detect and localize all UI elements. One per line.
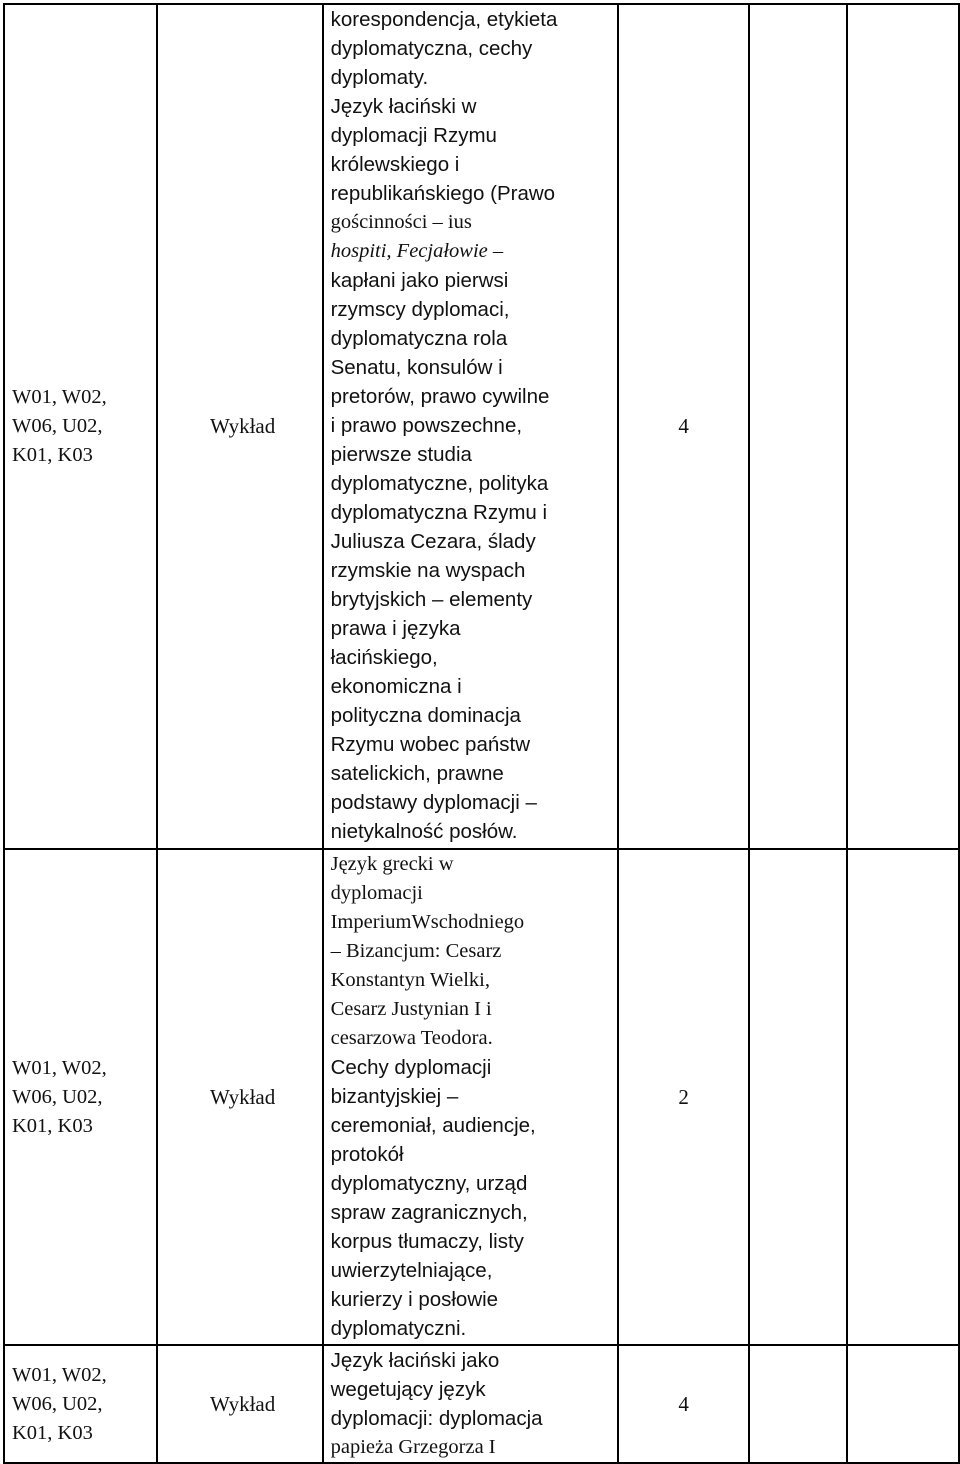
empty-cell	[847, 849, 959, 1345]
outcome-codes-line: W06, U02,	[12, 1392, 103, 1415]
content-line: dyplomaty.	[330, 66, 429, 89]
topic-content-cell	[323, 849, 619, 1345]
content-line: ekonomiczna i	[330, 675, 462, 698]
table-row	[4, 849, 959, 1345]
content-line: dyplomatyczne, polityka	[330, 472, 549, 495]
content-line: dyplomatyczna Rzymu i	[330, 501, 548, 524]
content-line: uwierzytelniające,	[330, 1259, 493, 1282]
hours-value: 2	[678, 1084, 689, 1109]
content-line: dyplomacji Rzymu	[330, 124, 497, 147]
content-line: cesarzowa Teodora.	[330, 1027, 493, 1049]
content-line: dyplomacji: dyplomacja	[330, 1407, 543, 1430]
content-line: ceremoniał, audiencje,	[330, 1114, 536, 1137]
content-line: bizantyjskiej –	[330, 1085, 459, 1108]
content-line: kurierzy i posłowie	[330, 1288, 499, 1311]
content-line: dyplomatyczna rola	[330, 327, 508, 350]
class-form-label: Wykład	[210, 1084, 276, 1109]
content-line: łacińskiego,	[330, 646, 438, 669]
content-line: Rzymu wobec państw	[330, 733, 530, 756]
syllabus-table	[3, 3, 960, 1464]
class-form-label: Wykład	[210, 1391, 276, 1416]
content-line: rzymskie na wyspach	[330, 559, 526, 582]
content-line: dyplomatyczna, cechy	[330, 37, 533, 60]
empty-cell	[749, 1345, 847, 1463]
hours-value: 4	[678, 414, 689, 438]
content-line: pretorów, prawo cywilne	[330, 385, 550, 408]
content-line: Senatu, konsulów i	[330, 356, 503, 379]
content-line: Konstantyn Wielki,	[330, 969, 490, 991]
class-form-cell	[157, 4, 323, 849]
empty-cell	[847, 1345, 959, 1463]
hours-value: 4	[678, 1391, 689, 1416]
content-line: korespondencja, etykieta	[330, 8, 558, 31]
content-line: brytyjskich – elementy	[330, 588, 533, 611]
empty-cell	[749, 849, 847, 1345]
content-line: polityczna dominacja	[330, 704, 521, 727]
content-line: wegetujący język	[330, 1378, 486, 1401]
topic-content-cell	[323, 1345, 619, 1463]
content-line: podstawy dyplomacji –	[330, 791, 537, 814]
hours-cell	[618, 849, 749, 1345]
topic-content-cell	[323, 4, 619, 849]
class-form-cell	[157, 849, 323, 1345]
learning-outcomes-cell	[4, 4, 157, 849]
content-line: satelickich, prawne	[330, 762, 504, 785]
content-line: Język łaciński w	[330, 95, 477, 118]
content-line: korpus tłumaczy, listy	[330, 1230, 524, 1253]
content-line: spraw zagranicznych,	[330, 1201, 528, 1224]
content-line: – Bizancjum: Cesarz	[330, 940, 502, 962]
outcome-codes-line: K01, K03	[12, 1421, 93, 1444]
content-line: Juliusza Cezara, ślady	[330, 530, 536, 553]
learning-outcomes-cell	[4, 849, 157, 1345]
outcome-codes-line: W01, W02,	[12, 1056, 107, 1079]
class-form-cell	[157, 1345, 323, 1463]
content-line: królewskiego i	[330, 153, 460, 176]
empty-cell	[749, 4, 847, 849]
content-line: prawa i języka	[330, 617, 461, 640]
content-line: Język łaciński jako	[330, 1349, 500, 1372]
table-row	[4, 4, 959, 849]
outcome-codes-line: W06, U02,	[12, 415, 103, 437]
empty-cell	[847, 4, 959, 849]
content-line: protokół	[330, 1143, 404, 1166]
content-line: gościnności – ius	[330, 211, 472, 233]
content-line: ImperiumWschodniego	[330, 911, 525, 933]
outcome-codes-line: W01, W02,	[12, 1363, 107, 1386]
content-line: kapłani jako pierwsi	[330, 269, 509, 292]
content-line: hospiti, Fecjałowie –	[330, 240, 504, 262]
table-row	[4, 1345, 959, 1463]
content-line: nietykalność posłów.	[330, 820, 518, 843]
content-line: republikańskiego (Prawo	[330, 182, 556, 205]
content-line: dyplomatyczny, urząd	[330, 1172, 528, 1195]
content-line: Język grecki w	[330, 853, 454, 875]
hours-cell	[618, 4, 749, 849]
hours-cell	[618, 1345, 749, 1463]
outcome-codes-line: W06, U02,	[12, 1085, 103, 1108]
content-line: Cechy dyplomacji	[330, 1056, 492, 1079]
outcome-codes-line: K01, K03	[12, 444, 93, 466]
content-line: rzymscy dyplomaci,	[330, 298, 510, 321]
content-line: papieża Grzegorza I	[330, 1436, 496, 1458]
content-line: pierwsze studia	[330, 443, 472, 466]
class-form-label: Wykład	[210, 414, 276, 438]
outcome-codes-line: K01, K03	[12, 1114, 93, 1137]
outcome-codes-line: W01, W02,	[12, 386, 107, 408]
learning-outcomes-cell	[4, 1345, 157, 1463]
content-line: Cesarz Justynian I i	[330, 998, 492, 1020]
content-line: i prawo powszechne,	[330, 414, 523, 437]
content-line: dyplomatyczni.	[330, 1317, 467, 1340]
content-line: dyplomacji	[330, 882, 423, 904]
